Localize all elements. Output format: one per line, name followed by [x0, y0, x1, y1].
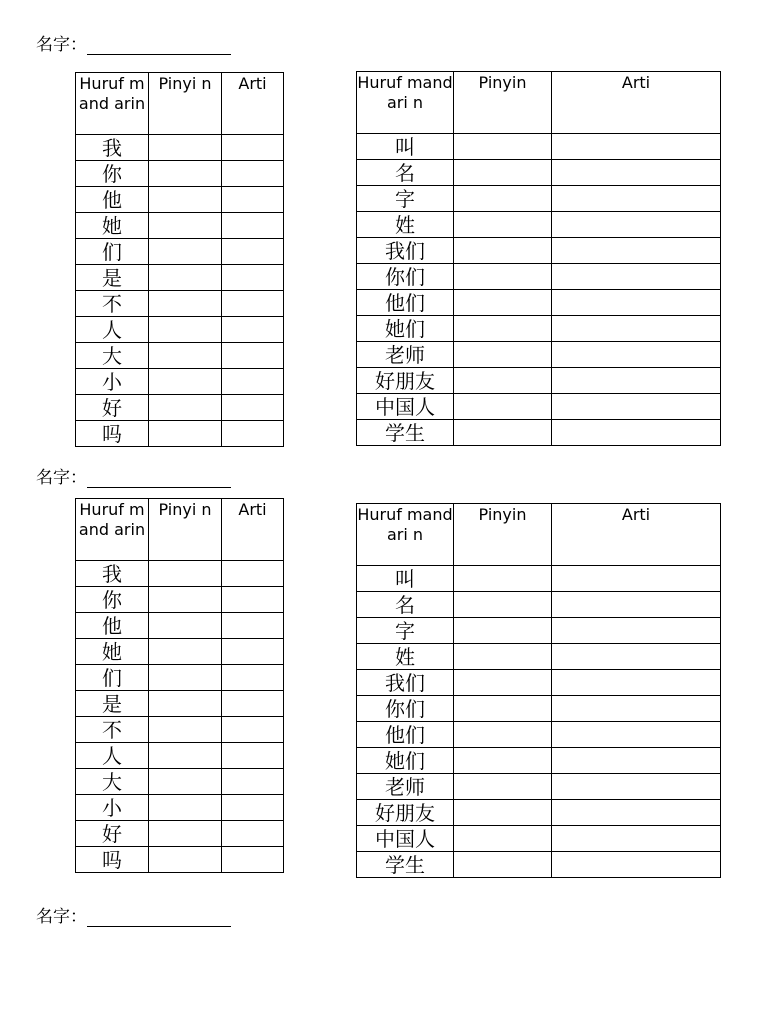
- name-line-1: [36, 30, 231, 55]
- header-pinyin: Pinyi n: [149, 499, 222, 561]
- arti-cell[interactable]: [552, 800, 721, 826]
- char-cell: 他们: [357, 722, 454, 748]
- pinyin-cell[interactable]: [454, 160, 552, 186]
- header-arti: Arti: [552, 504, 721, 566]
- table-row: [357, 368, 721, 394]
- pinyin-cell[interactable]: [149, 717, 222, 743]
- char-cell: 你: [76, 587, 149, 613]
- arti-cell[interactable]: [552, 592, 721, 618]
- char-cell: 不: [76, 717, 149, 743]
- table-row: [357, 186, 721, 212]
- table-row: [357, 644, 721, 670]
- arti-cell[interactable]: [222, 847, 284, 873]
- arti-cell[interactable]: [222, 613, 284, 639]
- arti-cell[interactable]: [552, 722, 721, 748]
- pinyin-cell[interactable]: [149, 265, 222, 291]
- arti-cell[interactable]: [222, 395, 284, 421]
- header-pinyin: Pinyin: [454, 504, 552, 566]
- table-row: [76, 317, 284, 343]
- char-cell: 学生: [357, 420, 454, 446]
- table-row: [76, 213, 284, 239]
- name-blank[interactable]: [87, 910, 231, 927]
- pinyin-cell[interactable]: [149, 187, 222, 213]
- table-row: [357, 212, 721, 238]
- arti-cell[interactable]: [552, 186, 721, 212]
- table-row: [76, 265, 284, 291]
- arti-cell[interactable]: [552, 238, 721, 264]
- pinyin-cell[interactable]: [149, 847, 222, 873]
- arti-cell[interactable]: [552, 774, 721, 800]
- arti-cell[interactable]: [552, 342, 721, 368]
- pinyin-cell[interactable]: [454, 186, 552, 212]
- arti-cell[interactable]: [552, 316, 721, 342]
- pinyin-cell[interactable]: [149, 587, 222, 613]
- table-right-1: [356, 71, 721, 446]
- char-cell: 他: [76, 187, 149, 213]
- table-row: [357, 160, 721, 186]
- table-row: [357, 774, 721, 800]
- char-cell: 我们: [357, 670, 454, 696]
- table-row: [76, 665, 284, 691]
- char-cell: 叫: [357, 566, 454, 592]
- char-cell: 人: [76, 743, 149, 769]
- header-pinyin: Pinyi n: [149, 73, 222, 135]
- arti-cell[interactable]: [552, 670, 721, 696]
- arti-cell[interactable]: [222, 135, 284, 161]
- char-cell: 好: [76, 821, 149, 847]
- arti-cell[interactable]: [552, 394, 721, 420]
- arti-cell[interactable]: [552, 748, 721, 774]
- name-label: 名字：: [36, 35, 87, 55]
- pinyin-cell[interactable]: [149, 135, 222, 161]
- arti-cell[interactable]: [222, 265, 284, 291]
- arti-cell[interactable]: [552, 696, 721, 722]
- table-row: [76, 421, 284, 447]
- char-cell: 好: [76, 395, 149, 421]
- header-arti: Arti: [222, 499, 284, 561]
- char-cell: 大: [76, 343, 149, 369]
- char-cell: 名: [357, 160, 454, 186]
- char-cell: 你们: [357, 264, 454, 290]
- table-row: [357, 316, 721, 342]
- arti-cell[interactable]: [222, 665, 284, 691]
- pinyin-cell[interactable]: [149, 395, 222, 421]
- table-row: [76, 691, 284, 717]
- char-cell: 姓: [357, 644, 454, 670]
- arti-cell[interactable]: [222, 691, 284, 717]
- char-cell: 们: [76, 239, 149, 265]
- arti-cell[interactable]: [552, 290, 721, 316]
- table-left-2: [75, 498, 284, 873]
- table-row: [76, 743, 284, 769]
- table-row: [76, 369, 284, 395]
- table-row: [357, 826, 721, 852]
- char-cell: 好朋友: [357, 800, 454, 826]
- table-row: [76, 161, 284, 187]
- pinyin-cell[interactable]: [149, 665, 222, 691]
- header-arti: Arti: [222, 73, 284, 135]
- table-row: [76, 821, 284, 847]
- pinyin-cell[interactable]: [454, 566, 552, 592]
- arti-cell[interactable]: [222, 821, 284, 847]
- pinyin-cell[interactable]: [454, 826, 552, 852]
- header-huruf-mandarin: Huruf mand arin: [76, 499, 149, 561]
- char-cell: 字: [357, 618, 454, 644]
- pinyin-cell[interactable]: [149, 561, 222, 587]
- pinyin-cell[interactable]: [149, 317, 222, 343]
- arti-cell[interactable]: [222, 161, 284, 187]
- arti-cell[interactable]: [222, 317, 284, 343]
- char-cell: 小: [76, 369, 149, 395]
- char-cell: 学生: [357, 852, 454, 878]
- pinyin-cell[interactable]: [454, 670, 552, 696]
- char-cell: 字: [357, 186, 454, 212]
- pinyin-cell[interactable]: [149, 239, 222, 265]
- arti-cell[interactable]: [222, 561, 284, 587]
- char-cell: 她: [76, 639, 149, 665]
- arti-cell[interactable]: [552, 420, 721, 446]
- pinyin-cell[interactable]: [454, 800, 552, 826]
- table-row: [76, 395, 284, 421]
- arti-cell[interactable]: [552, 134, 721, 160]
- table-row: [357, 852, 721, 878]
- arti-cell[interactable]: [222, 717, 284, 743]
- char-cell: 叫: [357, 134, 454, 160]
- char-cell: 吗: [76, 421, 149, 447]
- table-row: [76, 847, 284, 873]
- name-blank[interactable]: [87, 471, 231, 488]
- table-row: [76, 639, 284, 665]
- pinyin-cell[interactable]: [149, 213, 222, 239]
- arti-cell[interactable]: [222, 639, 284, 665]
- table-row: [76, 187, 284, 213]
- arti-cell[interactable]: [552, 644, 721, 670]
- char-cell: 老师: [357, 774, 454, 800]
- name-label: 名字：: [36, 468, 87, 488]
- arti-cell[interactable]: [222, 187, 284, 213]
- char-cell: 他们: [357, 290, 454, 316]
- char-cell: 不: [76, 291, 149, 317]
- table-row: [357, 800, 721, 826]
- table-row: [357, 420, 721, 446]
- table-row: [76, 587, 284, 613]
- char-cell: 人: [76, 317, 149, 343]
- arti-cell[interactable]: [552, 212, 721, 238]
- char-cell: 是: [76, 691, 149, 717]
- pinyin-cell[interactable]: [454, 618, 552, 644]
- char-cell: 们: [76, 665, 149, 691]
- pinyin-cell[interactable]: [149, 743, 222, 769]
- table-row: [76, 291, 284, 317]
- char-cell: 是: [76, 265, 149, 291]
- name-line-2: [36, 463, 231, 488]
- pinyin-cell[interactable]: [149, 343, 222, 369]
- pinyin-cell[interactable]: [454, 316, 552, 342]
- pinyin-cell[interactable]: [149, 421, 222, 447]
- char-cell: 我: [76, 135, 149, 161]
- table-row: [357, 592, 721, 618]
- arti-cell[interactable]: [552, 264, 721, 290]
- pinyin-cell[interactable]: [454, 290, 552, 316]
- pinyin-cell[interactable]: [149, 821, 222, 847]
- header-arti: Arti: [552, 72, 721, 134]
- pinyin-cell[interactable]: [149, 691, 222, 717]
- name-line-3: [36, 902, 231, 927]
- table-row: [76, 239, 284, 265]
- pinyin-cell[interactable]: [454, 394, 552, 420]
- arti-cell[interactable]: [552, 566, 721, 592]
- table-left-1: [75, 72, 284, 447]
- pinyin-cell[interactable]: [149, 769, 222, 795]
- char-cell: 她: [76, 213, 149, 239]
- arti-cell[interactable]: [222, 795, 284, 821]
- arti-cell[interactable]: [552, 368, 721, 394]
- pinyin-cell[interactable]: [454, 644, 552, 670]
- table-row: [76, 769, 284, 795]
- arti-cell[interactable]: [222, 291, 284, 317]
- pinyin-cell[interactable]: [454, 722, 552, 748]
- pinyin-cell[interactable]: [149, 639, 222, 665]
- name-blank[interactable]: [87, 38, 231, 55]
- pinyin-cell[interactable]: [454, 774, 552, 800]
- header-huruf-mandarin: Huruf mandari n: [357, 72, 454, 134]
- table-row: [357, 696, 721, 722]
- table-row: [76, 717, 284, 743]
- pinyin-cell[interactable]: [149, 795, 222, 821]
- pinyin-cell[interactable]: [454, 420, 552, 446]
- char-cell: 她们: [357, 316, 454, 342]
- arti-cell[interactable]: [222, 769, 284, 795]
- pinyin-cell[interactable]: [454, 852, 552, 878]
- table-row: [357, 394, 721, 420]
- char-cell: 好朋友: [357, 368, 454, 394]
- table-row: [357, 238, 721, 264]
- pinyin-cell[interactable]: [454, 264, 552, 290]
- pinyin-cell[interactable]: [454, 238, 552, 264]
- table-row: [357, 134, 721, 160]
- char-cell: 名: [357, 592, 454, 618]
- header-pinyin: Pinyin: [454, 72, 552, 134]
- arti-cell[interactable]: [222, 343, 284, 369]
- pinyin-cell[interactable]: [149, 291, 222, 317]
- name-label: 名字：: [36, 907, 87, 927]
- char-cell: 姓: [357, 212, 454, 238]
- pinyin-cell[interactable]: [454, 696, 552, 722]
- pinyin-cell[interactable]: [454, 592, 552, 618]
- char-cell: 她们: [357, 748, 454, 774]
- header-huruf-mandarin: Huruf mandari n: [357, 504, 454, 566]
- table-row: [76, 613, 284, 639]
- arti-cell[interactable]: [222, 587, 284, 613]
- char-cell: 我们: [357, 238, 454, 264]
- pinyin-cell[interactable]: [454, 342, 552, 368]
- char-cell: 你们: [357, 696, 454, 722]
- char-cell: 老师: [357, 342, 454, 368]
- arti-cell[interactable]: [552, 826, 721, 852]
- arti-cell[interactable]: [222, 743, 284, 769]
- pinyin-cell[interactable]: [454, 212, 552, 238]
- arti-cell[interactable]: [222, 239, 284, 265]
- table-row: [357, 618, 721, 644]
- table-row: [357, 722, 721, 748]
- char-cell: 吗: [76, 847, 149, 873]
- table-row: [357, 748, 721, 774]
- header-huruf-mandarin: Huruf mand arin: [76, 73, 149, 135]
- pinyin-cell[interactable]: [454, 368, 552, 394]
- char-cell: 中国人: [357, 394, 454, 420]
- pinyin-cell[interactable]: [149, 369, 222, 395]
- char-cell: 大: [76, 769, 149, 795]
- table-row: [76, 343, 284, 369]
- table-row: [76, 561, 284, 587]
- arti-cell[interactable]: [222, 369, 284, 395]
- char-cell: 中国人: [357, 826, 454, 852]
- table-row: [357, 342, 721, 368]
- char-cell: 他: [76, 613, 149, 639]
- arti-cell[interactable]: [552, 160, 721, 186]
- table-row: [357, 264, 721, 290]
- pinyin-cell[interactable]: [149, 613, 222, 639]
- arti-cell[interactable]: [552, 618, 721, 644]
- arti-cell[interactable]: [222, 213, 284, 239]
- table-row: [357, 290, 721, 316]
- table-row: [357, 566, 721, 592]
- table-row: [76, 795, 284, 821]
- char-cell: 我: [76, 561, 149, 587]
- pinyin-cell[interactable]: [149, 161, 222, 187]
- arti-cell[interactable]: [552, 852, 721, 878]
- pinyin-cell[interactable]: [454, 748, 552, 774]
- arti-cell[interactable]: [222, 421, 284, 447]
- char-cell: 你: [76, 161, 149, 187]
- table-row: [76, 135, 284, 161]
- table-row: [357, 670, 721, 696]
- pinyin-cell[interactable]: [454, 134, 552, 160]
- char-cell: 小: [76, 795, 149, 821]
- table-right-2: [356, 503, 721, 878]
